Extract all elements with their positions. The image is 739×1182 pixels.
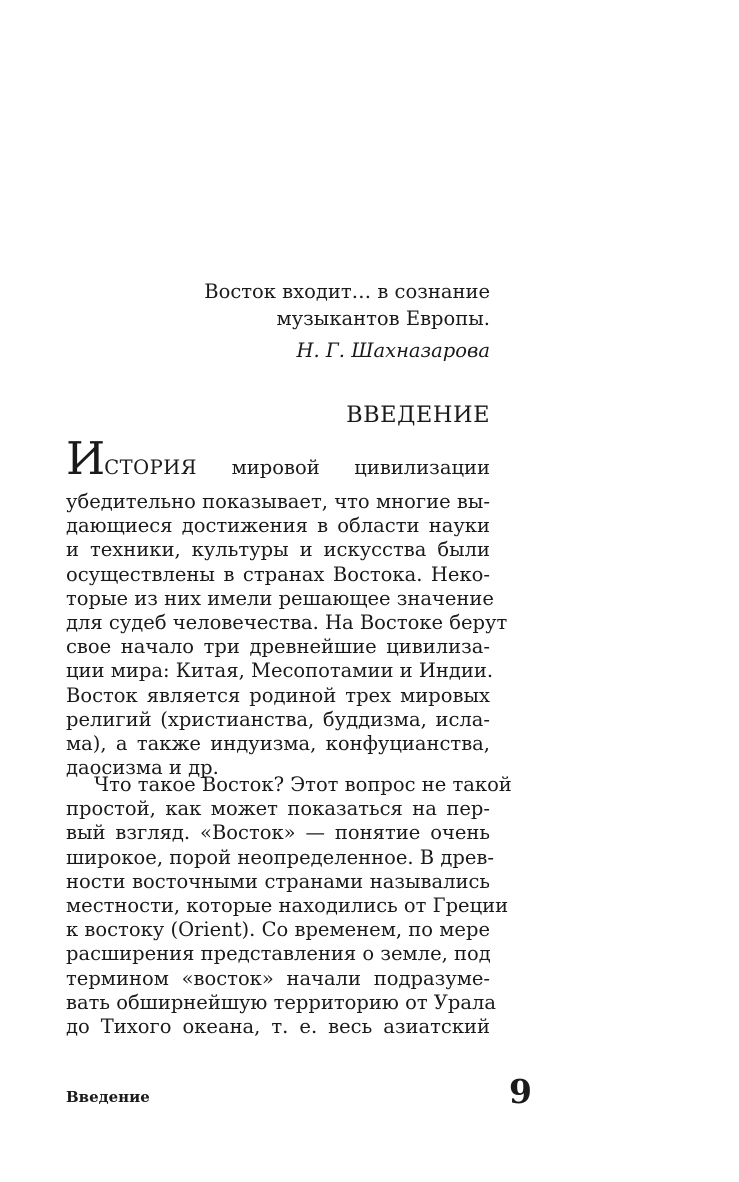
- paragraph-line: термином «восток» начали подразуме-: [66, 966, 490, 990]
- paragraph-line: осуществлены в странах Востока. Неко-: [66, 562, 490, 586]
- paragraph-line: расширения представления о земле, под: [66, 942, 491, 966]
- paragraph-first-line: [66, 432, 490, 485]
- paragraph-line: к востоку (Orient). Со временем, по мере: [66, 918, 490, 942]
- paragraph-line: Что такое Восток? Этот вопрос не такой: [94, 773, 512, 796]
- paragraph-line: дающиеся достижения в области науки: [66, 514, 490, 538]
- chapter-heading: ВВЕДЕНИЕ: [346, 402, 490, 428]
- dropcap-letter: И: [66, 432, 105, 485]
- paragraph-line: свое начало три древнейшие цивилиза-: [66, 635, 490, 659]
- epigraph-line: Восток входит… в сознание: [204, 280, 490, 303]
- paragraph-line: ма), а также индуизма, конфуцианства,: [66, 732, 490, 755]
- running-footer-label: Введение: [66, 1088, 150, 1106]
- paragraph-line: торые из них имели решающее значение: [66, 586, 494, 610]
- paragraph-line: даосизма и др.: [66, 756, 219, 780]
- paragraph-line: убедительно показывает, что многие вы-: [66, 490, 490, 513]
- paragraph-line: широкое, порой неопределенное. В древ-: [66, 845, 494, 869]
- paragraph-line: простой, как может показаться на пер-: [66, 797, 490, 821]
- first-line-word: мировой: [231, 456, 320, 479]
- page-number: 9: [509, 1072, 532, 1111]
- first-line-word: цивилизации: [354, 456, 490, 479]
- paragraph-line: вый взгляд. «Восток» — понятие очень: [66, 821, 490, 845]
- epigraph: [90, 278, 490, 332]
- paragraph-line: религий (христианства, буддизма, исла-: [66, 707, 490, 731]
- epigraph-author: Н. Г. Шахназарова: [296, 339, 490, 362]
- dropcap-word: [66, 432, 198, 485]
- paragraph-line: Восток является родиной трех мировых: [66, 683, 490, 707]
- paragraph-line: ности восточными странами назывались: [66, 869, 490, 893]
- paragraph-line: вать обширнейшую территорию от Урала: [66, 990, 497, 1014]
- paragraph-line: для судеб человечества. На Востоке берут: [66, 611, 508, 634]
- paragraph-line: местности, которые находились от Греции: [66, 894, 509, 917]
- paragraph-line: ции мира: Китая, Месопотамии и Индии.: [66, 659, 494, 683]
- dropcap-rest: СТОРИЯ: [104, 456, 198, 479]
- paragraph-line: до Тихого океана, т. е. весь азиатский: [66, 1015, 490, 1038]
- epigraph-line: музыкантов Европы.: [276, 307, 490, 330]
- paragraph-line: и техники, культуры и искусства были: [66, 538, 490, 562]
